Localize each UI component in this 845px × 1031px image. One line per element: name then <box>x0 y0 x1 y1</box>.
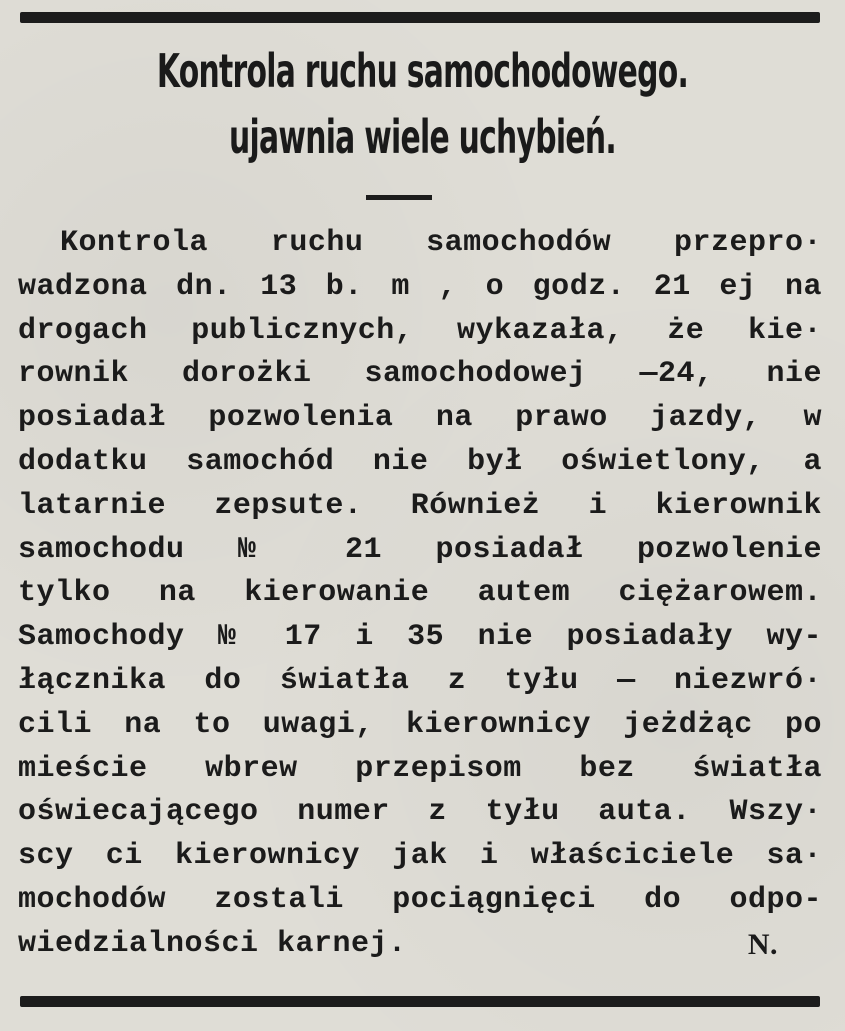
article-line: drogach publicznych, wykazała, że kie· <box>18 313 822 348</box>
article-line: oświecającego numer z tyłu auta. Wszy· <box>18 795 822 830</box>
headline-line-1: Kontrola ruchu samochodowego. <box>156 44 689 98</box>
author-signature: N. <box>747 927 778 961</box>
article-last-line <box>18 923 822 967</box>
headline-line-2: ujawnia wiele uchybień. <box>229 110 616 164</box>
article-line: mieście wbrew przepisom bez światła <box>18 751 822 786</box>
article-line: latarnie zepsute. Również i kierownik <box>18 488 822 523</box>
article-line: rownik dorożki samochodowej —24, nie <box>18 357 822 392</box>
article-body <box>18 222 822 967</box>
article-line: mochodów zostali pociągnięci do odpo- <box>18 882 822 917</box>
bottom-rule <box>20 996 820 1007</box>
article-line: tylko na kierowanie autem ciężarowem. <box>18 576 822 611</box>
top-rule <box>20 12 820 23</box>
article-line: cili na to uwagi, kierownicy jeżdżąc po <box>18 707 822 742</box>
article-line: scy ci kierownicy jak i właściciele sa· <box>18 839 822 874</box>
article-line: samochodu № 21 posiadał pozwolenie <box>18 532 822 567</box>
article-line: posiadał pozwolenia na prawo jazdy, w <box>18 401 822 436</box>
article-line: dodatku samochód nie był oświetlony, a <box>18 444 822 479</box>
article-line: Kontrola ruchu samochodów przepro· <box>60 226 822 260</box>
article-line: wadzona dn. 13 b. m , o godz. 21 ej na <box>18 269 822 304</box>
article-line: Samochody № 17 i 35 nie posiadały wy- <box>18 620 822 655</box>
headline-separator <box>366 195 432 200</box>
article-line: wiedzialności karnej. <box>18 926 407 961</box>
article-line: łącznika do światła z tyłu — niezwró· <box>18 663 822 698</box>
